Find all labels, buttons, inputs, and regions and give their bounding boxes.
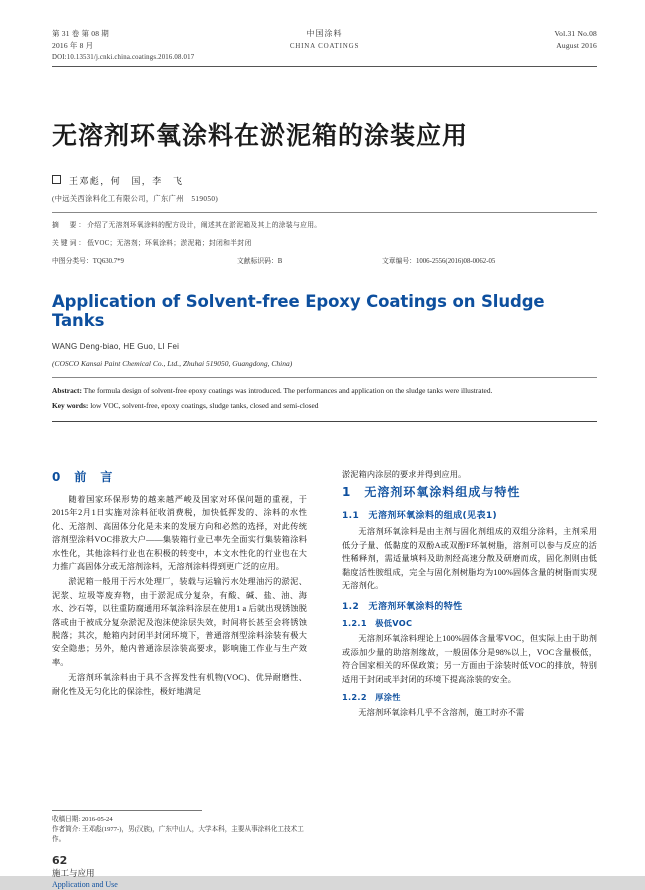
- section-heading-1-2-1: 1.2.1 极低VOC: [342, 618, 413, 629]
- author-bio: 作者简介: 王邓彪(1977-)，男(汉族)，广东中山人，大学本科，主要从事涂料化工技术工作。: [52, 826, 304, 843]
- paragraph: 随着国家环保形势的越来越严峻及国家对环保问题的重视，于2015年2月1日实施对涂料征收消费税，加快低挥发的、涂料的水性化、无溶剂、高固体分化是未来的发展方向和必然的选择，对此传统溶剂型涂料VOC排放大户——集装箱行业已率先全面实行集装箱涂料水性化，其他涂料行业也在积极的转变中，本文水性化的行业也在大力推广高固体分或无溶剂涂料，无溶剂涂料得到更广泛的应用。: [52, 495, 307, 572]
- page-title: 无溶剂环氧涂料在淤泥箱的涂装应用: [52, 121, 469, 150]
- received-date: 收稿日期: 2016-05-24: [52, 816, 113, 823]
- divider-1: [52, 212, 597, 213]
- metadata-row: [52, 255, 597, 266]
- keywords-cn-label: 关键词：: [52, 240, 88, 247]
- journal-title-cn: 中国涂料: [306, 29, 343, 38]
- doi-line: DOI:10.13531/j.cnki.china.coatings.2016.08.017: [52, 54, 195, 61]
- section-heading-1-2: 1.2 无溶剂环氧涂料的特性: [342, 602, 463, 613]
- keywords-en-label: Key words:: [52, 400, 89, 410]
- column-right: [342, 468, 597, 721]
- footnote-rule: [52, 810, 202, 811]
- authors-cn: [52, 174, 597, 187]
- authors-en: WANG Deng-biao, HE Guo, LI Fei: [52, 342, 180, 351]
- running-head-right: [555, 28, 597, 52]
- abstract-cn: [52, 220, 597, 231]
- square-marker-icon: [52, 175, 61, 184]
- abstract-en: [52, 385, 597, 397]
- authors-cn-text: 王邓彪，何 国，李 飞: [69, 176, 184, 186]
- keywords-en-text: low VOC, solvent-free, epoxy coatings, sludge tanks, closed and semi-closed: [88, 400, 319, 410]
- artnum-value: 1006-2556(2016)08-0062-05: [415, 258, 496, 265]
- issue-date: 2016 年 8 月: [52, 41, 94, 50]
- article-number: [382, 255, 495, 265]
- running-head-center: [290, 28, 359, 52]
- column-left: [52, 468, 307, 700]
- doccode-value: B: [277, 258, 283, 265]
- paragraph: 淤泥箱一般用于污水处理厂，装载与运输污水处理油污的淤泥、泥浆、垃圾等废弃物，由于淤泥成分复杂，有酸、碱、盐、油、海水、沙石等，以往重防腐通用环氧涂料涂层在使用1 a 后就出现锈蚀脱落或由于被成分复杂淤泥及泡沫使涂层失效，时间将长甚至会将锈蚀脱落；其次，舱箱内封闭半封闭环境下，普通溶剂型涂料涂装有极大安全隐患；另外，舱内普通涂层涂装高要求，影响施工作业与生产效率。: [52, 577, 307, 667]
- running-head-left: [52, 28, 109, 52]
- clc-value: TQ630.7*9: [92, 258, 124, 265]
- doccode-label: 文献标识码：: [237, 258, 278, 265]
- divider-3: [52, 421, 597, 422]
- section-heading-1-2-2: 1.2.2 厚涂性: [342, 692, 401, 703]
- keywords-cn-text: 低VOC；无溶剂；环氧涂料；淤泥箱；封闭和半封闭: [87, 240, 252, 247]
- section-heading-1: 1 无溶剂环氧涂料组成与特性: [342, 485, 521, 500]
- paragraph: 无溶剂环氧涂料由于具不含挥发性有机物(VOC)、优异耐磨性、耐化性及无匀化比的保涂性，极好地满足: [52, 673, 307, 696]
- document-code: [237, 255, 282, 265]
- abstract-cn-label: 摘 要：: [52, 222, 88, 229]
- issue-date-en: August 2016: [556, 41, 597, 50]
- title-en: Application of Solvent-free Epoxy Coatings on Sludge Tanks: [52, 292, 545, 330]
- paragraph: 无溶剂环氧涂料几乎不含溶剂，施工时亦不需: [358, 708, 525, 718]
- body-columns: [52, 468, 597, 798]
- page-number: 62: [52, 854, 68, 867]
- abstract-en-text: The formula design of solvent-free epoxy coatings was introduced. The performances and application on the sludge tanks were illustrated.: [81, 386, 493, 395]
- header-rule: [52, 66, 597, 67]
- page-content: [52, 28, 597, 889]
- footer-label-en: Application and Use: [52, 880, 118, 889]
- section-heading-0: 0 前 言: [52, 470, 114, 484]
- running-head: [52, 28, 597, 62]
- artnum-label: 文章编号：: [382, 258, 416, 265]
- abstract-en-label: Abstract:: [52, 386, 82, 395]
- footer-label-cn: 施工与应用: [52, 868, 95, 878]
- paragraph: 无溶剂环氧涂料是由主剂与固化剂组成的双组分涂料，主剂采用低分子量、低黏度的双酚A或双酚F环氧树脂，溶剂可以参与反应的活性稀释剂，需适量填料及助剂经高速分散及研磨而成，固化剂则由低黏度活性胺组成，完全与固化剂树脂均为100%固体含量的树脂而实现无溶剂化。: [342, 527, 597, 591]
- journal-title-en: CHINA COATINGS: [289, 42, 360, 50]
- divider-2: [52, 377, 597, 378]
- volume-issue-en: Vol.31 No.08: [554, 29, 597, 38]
- paragraph: 无溶剂环氧涂料理论上100%固体含量零VOC，但实际上由于助剂或添加少量的助溶剂缘故，一般固体分是98%以上，VOC含量极低，符合国家相关的环保政策；另一方面由于涂装时低VOC的排放，特别适用于封闭或半封闭的环境下提高涂装的安全。: [342, 634, 597, 684]
- footer-section-label: [52, 868, 118, 890]
- clc-number: [52, 255, 124, 265]
- footnote-block: [52, 810, 307, 845]
- keywords-cn: [52, 238, 597, 249]
- section-heading-1-1: 1.1 无溶剂环氧涂料的组成(见表1): [342, 511, 498, 522]
- abstract-cn-text: 介绍了无溶剂环氧涂料的配方设计，阐述其在淤泥箱及其上的涂装与应用。: [87, 222, 322, 229]
- affiliation-cn: (中远关西涂料化工有限公司，广东广州 519050): [52, 195, 219, 203]
- clc-label: 中图分类号：: [52, 258, 93, 265]
- keywords-en: [52, 400, 597, 412]
- affiliation-en: (COSCO Kansai Paint Chemical Co., Ltd., Zhuhai 519050, Guangdong, China): [52, 359, 293, 368]
- volume-issue: 第 31 卷 第 08 期: [52, 29, 109, 38]
- paragraph: 淤泥箱内涂层的要求并得到应用。: [342, 470, 467, 479]
